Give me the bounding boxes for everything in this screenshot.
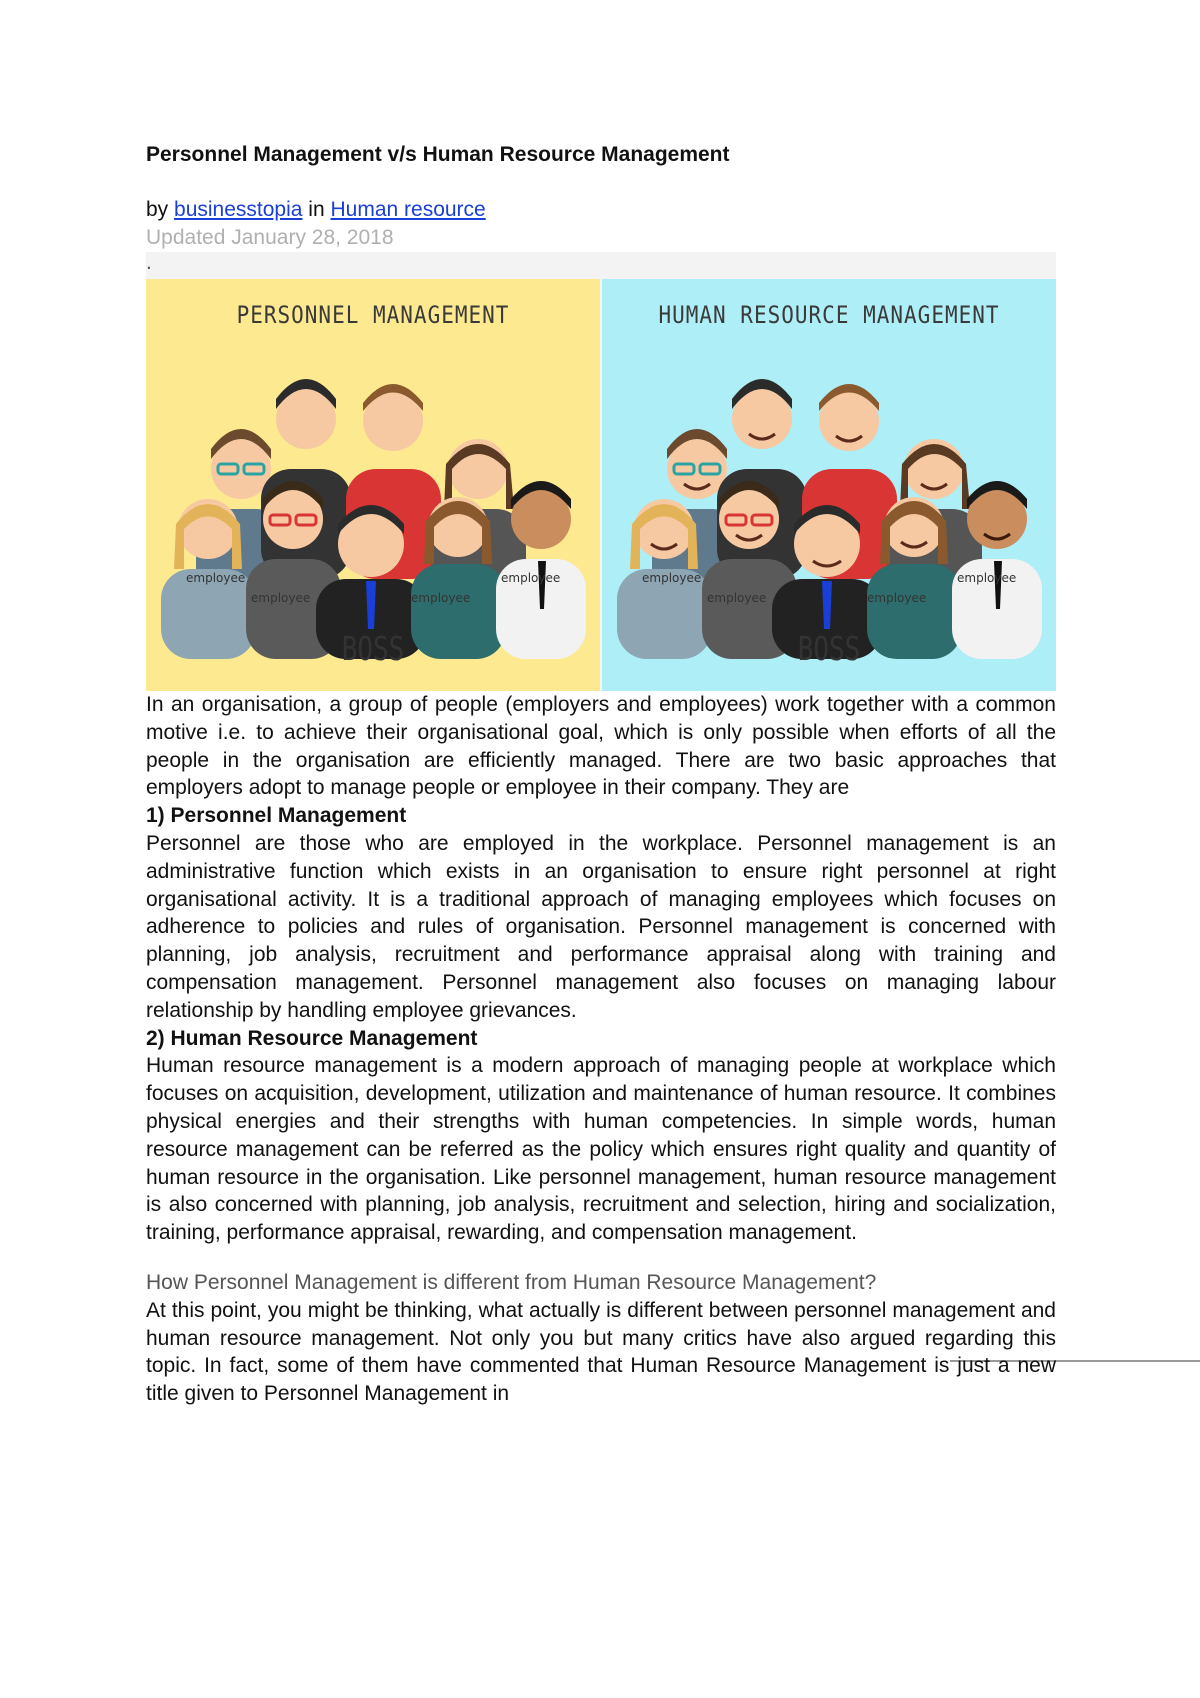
dot-bar: . bbox=[146, 252, 1056, 279]
spacer bbox=[146, 1247, 1056, 1269]
people-group-illustration bbox=[602, 359, 1056, 659]
intro-paragraph: In an organisation, a group of people (employers and employees) work together with a common motive i.e. to achieve their organisational goal, which is only possible when efforts of all the people in the organisation are efficiently managed. There are two basic approaches that employers adopt to manage people or employee in their company. They are bbox=[146, 693, 1056, 800]
panel-title-hrm: HUMAN RESOURCE MANAGEMENT bbox=[658, 301, 1000, 329]
byline bbox=[146, 196, 1056, 224]
document-page bbox=[146, 140, 1056, 1408]
byline-in: in bbox=[308, 198, 325, 221]
section-body-difference: At this point, you might be thinking, what actually is different between personnel management and human resource management. Not only you but many critics have also argued regarding this topic. In fact, some of them have commented that Human Resource Management is just a new title given to Personnel Management in bbox=[146, 1298, 1056, 1406]
boss-label: BOSS bbox=[341, 631, 405, 669]
section-body-hrm: Human resource management is a modern approach of managing people at workplace which focuses on acquisition, development, utilization and maintenance of human resource. It combines physical energies and their strengths with human competencies. In simple words, human resource management can be referred as the policy which ensures right quality and quantity of human resource in the organisation. Like personnel management, human resource management is also concerned with planning, job analysis, recruitment and selection, hiring and socialization, training, performance appraisal, rewarding, and compensation management. bbox=[146, 1054, 1056, 1245]
employee-label: employee bbox=[707, 591, 767, 605]
section-heading-difference: How Personnel Management is different from Human Resource Management? bbox=[146, 1270, 877, 1294]
personnel-management-panel bbox=[146, 279, 600, 691]
comparison-illustration bbox=[146, 279, 1056, 691]
employee-label: employee bbox=[186, 571, 246, 585]
employee-label: employee bbox=[411, 591, 471, 605]
author-link[interactable]: businesstopia bbox=[174, 198, 303, 221]
person-back-2 bbox=[261, 379, 351, 579]
human-resource-management-panel bbox=[600, 279, 1056, 691]
employee-label: employee bbox=[251, 591, 311, 605]
employee-label: employee bbox=[957, 571, 1017, 585]
employee-label: employee bbox=[501, 571, 561, 585]
updated-date: Updated January 28, 2018 bbox=[146, 226, 394, 249]
people-group-illustration bbox=[146, 359, 600, 659]
byline-by: by bbox=[146, 198, 169, 221]
person-back-2 bbox=[717, 379, 807, 579]
section-heading-personnel: 1) Personnel Management bbox=[146, 804, 407, 828]
article-title: Personnel Management v/s Human Resource Management bbox=[146, 143, 730, 166]
panel-title-personnel: PERSONNEL MANAGEMENT bbox=[236, 301, 510, 329]
category-link[interactable]: Human resource bbox=[330, 198, 486, 221]
section-body-personnel: Personnel are those who are employed in the workplace. Personnel management is an administrative function which exists in an organisation to ensure right personnel at right organisational activity. It is a traditional approach of managing employees which focuses on adherence to policies and rules of organisation. Personnel management is concerned with planning, job analysis, recruitment and performance appraisal along with training and compensation management. Personnel management also focuses on managing labour relationship by handling employee grievances. bbox=[146, 831, 1056, 1022]
section-heading-hrm: 2) Human Resource Management bbox=[146, 1026, 478, 1050]
employee-label: employee bbox=[642, 571, 702, 585]
employee-label: employee bbox=[867, 591, 927, 605]
boss-label: BOSS bbox=[797, 631, 861, 669]
